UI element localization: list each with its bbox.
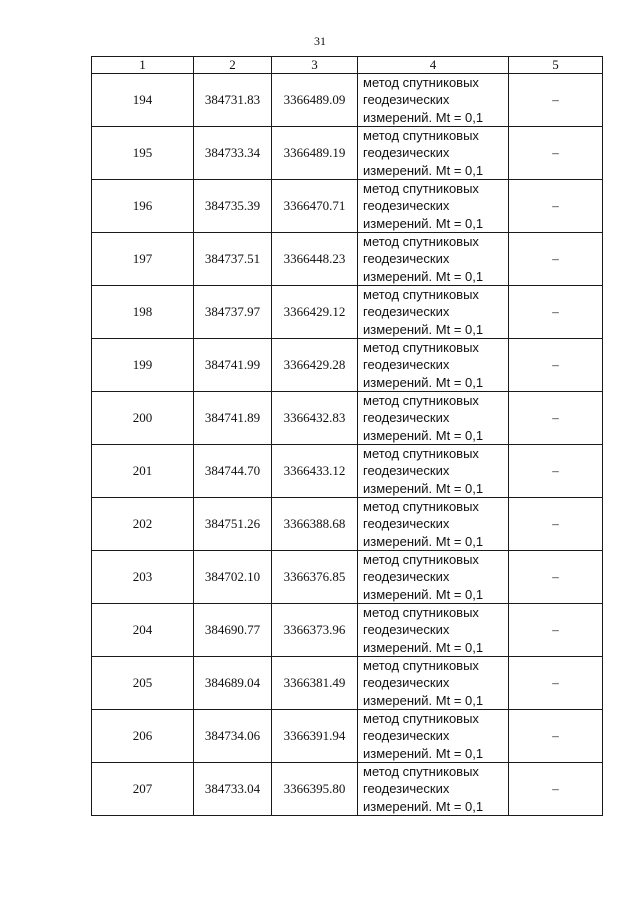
method-cell xyxy=(358,74,509,127)
y-coordinate-cell: 3366388.68 xyxy=(272,498,358,551)
point-number-cell: 195 xyxy=(92,127,194,180)
method-line: геодезических xyxy=(363,622,450,638)
method-line: измерений. Mt = 0,1 xyxy=(363,321,484,337)
method-line: измерений. Mt = 0,1 xyxy=(363,374,484,390)
method-line: метод спутниковых xyxy=(363,75,479,91)
method-cell xyxy=(358,392,509,445)
method-line: метод спутниковых xyxy=(363,552,479,568)
x-coordinate-cell: 384702.10 xyxy=(194,551,272,604)
table-header-row xyxy=(92,57,603,74)
method-line: геодезических xyxy=(363,516,450,532)
method-cell xyxy=(358,286,509,339)
coordinates-table xyxy=(91,56,603,816)
x-coordinate-cell: 384731.83 xyxy=(194,74,272,127)
table-row xyxy=(92,74,603,127)
y-coordinate-cell: 3366429.28 xyxy=(272,339,358,392)
method-line: метод спутниковых xyxy=(363,658,479,674)
method-cell xyxy=(358,763,509,816)
method-cell xyxy=(358,445,509,498)
x-coordinate-cell: 384741.99 xyxy=(194,339,272,392)
method-cell xyxy=(358,657,509,710)
table-row xyxy=(92,604,603,657)
note-cell: – xyxy=(509,657,603,710)
method-line: измерений. Mt = 0,1 xyxy=(363,692,484,708)
point-number-cell: 202 xyxy=(92,498,194,551)
column-header-1: 1 xyxy=(92,57,194,74)
table-row xyxy=(92,445,603,498)
method-line: геодезических xyxy=(363,357,450,373)
method-cell xyxy=(358,498,509,551)
method-cell xyxy=(358,127,509,180)
x-coordinate-cell: 384690.77 xyxy=(194,604,272,657)
y-coordinate-cell: 3366432.83 xyxy=(272,392,358,445)
note-cell: – xyxy=(509,286,603,339)
column-header-5: 5 xyxy=(509,57,603,74)
method-line: метод спутниковых xyxy=(363,128,479,144)
method-line: метод спутниковых xyxy=(363,287,479,303)
method-line: измерений. Mt = 0,1 xyxy=(363,109,484,125)
method-cell xyxy=(358,604,509,657)
table-row xyxy=(92,127,603,180)
table-row xyxy=(92,551,603,604)
table-row xyxy=(92,710,603,763)
point-number-cell: 200 xyxy=(92,392,194,445)
x-coordinate-cell: 384737.97 xyxy=(194,286,272,339)
table-row xyxy=(92,392,603,445)
method-line: геодезических xyxy=(363,728,450,744)
note-cell: – xyxy=(509,392,603,445)
y-coordinate-cell: 3366489.09 xyxy=(272,74,358,127)
method-line: геодезических xyxy=(363,410,450,426)
point-number-cell: 198 xyxy=(92,286,194,339)
note-cell: – xyxy=(509,604,603,657)
method-line: геодезических xyxy=(363,92,450,108)
method-cell xyxy=(358,551,509,604)
method-line: метод спутниковых xyxy=(363,605,479,621)
method-line: геодезических xyxy=(363,675,450,691)
point-number-cell: 206 xyxy=(92,710,194,763)
table-row xyxy=(92,498,603,551)
note-cell: – xyxy=(509,445,603,498)
point-number-cell: 205 xyxy=(92,657,194,710)
method-line: метод спутниковых xyxy=(363,711,479,727)
column-header-4: 4 xyxy=(358,57,509,74)
note-cell: – xyxy=(509,498,603,551)
table-row xyxy=(92,763,603,816)
table-row xyxy=(92,233,603,286)
point-number-cell: 199 xyxy=(92,339,194,392)
point-number-cell: 197 xyxy=(92,233,194,286)
method-line: измерений. Mt = 0,1 xyxy=(363,798,484,814)
note-cell: – xyxy=(509,127,603,180)
y-coordinate-cell: 3366470.71 xyxy=(272,180,358,233)
method-line: метод спутниковых xyxy=(363,340,479,356)
method-line: геодезических xyxy=(363,198,450,214)
y-coordinate-cell: 3366448.23 xyxy=(272,233,358,286)
x-coordinate-cell: 384737.51 xyxy=(194,233,272,286)
method-line: геодезических xyxy=(363,304,450,320)
method-line: геодезических xyxy=(363,569,450,585)
x-coordinate-cell: 384689.04 xyxy=(194,657,272,710)
method-line: измерений. Mt = 0,1 xyxy=(363,162,484,178)
method-line: измерений. Mt = 0,1 xyxy=(363,268,484,284)
method-line: измерений. Mt = 0,1 xyxy=(363,427,484,443)
method-line: геодезических xyxy=(363,251,450,267)
method-line: измерений. Mt = 0,1 xyxy=(363,586,484,602)
x-coordinate-cell: 384744.70 xyxy=(194,445,272,498)
method-line: геодезических xyxy=(363,145,450,161)
method-line: измерений. Mt = 0,1 xyxy=(363,533,484,549)
method-line: измерений. Mt = 0,1 xyxy=(363,639,484,655)
y-coordinate-cell: 3366395.80 xyxy=(272,763,358,816)
note-cell: – xyxy=(509,233,603,286)
x-coordinate-cell: 384734.06 xyxy=(194,710,272,763)
note-cell: – xyxy=(509,551,603,604)
method-line: метод спутниковых xyxy=(363,393,479,409)
method-line: метод спутниковых xyxy=(363,234,479,250)
method-cell xyxy=(358,710,509,763)
method-line: метод спутниковых xyxy=(363,499,479,515)
method-line: измерений. Mt = 0,1 xyxy=(363,745,484,761)
y-coordinate-cell: 3366381.49 xyxy=(272,657,358,710)
method-line: метод спутниковых xyxy=(363,181,479,197)
note-cell: – xyxy=(509,180,603,233)
method-cell xyxy=(358,180,509,233)
point-number-cell: 201 xyxy=(92,445,194,498)
point-number-cell: 204 xyxy=(92,604,194,657)
table-row xyxy=(92,657,603,710)
x-coordinate-cell: 384741.89 xyxy=(194,392,272,445)
note-cell: – xyxy=(509,339,603,392)
point-number-cell: 203 xyxy=(92,551,194,604)
x-coordinate-cell: 384751.26 xyxy=(194,498,272,551)
table-row xyxy=(92,180,603,233)
y-coordinate-cell: 3366489.19 xyxy=(272,127,358,180)
note-cell: – xyxy=(509,74,603,127)
point-number-cell: 194 xyxy=(92,74,194,127)
y-coordinate-cell: 3366429.12 xyxy=(272,286,358,339)
method-line: геодезических xyxy=(363,463,450,479)
page-number: 31 xyxy=(314,34,326,48)
note-cell: – xyxy=(509,763,603,816)
y-coordinate-cell: 3366433.12 xyxy=(272,445,358,498)
y-coordinate-cell: 3366373.96 xyxy=(272,604,358,657)
point-number-cell: 196 xyxy=(92,180,194,233)
method-line: метод спутниковых xyxy=(363,446,479,462)
table-row xyxy=(92,286,603,339)
method-cell xyxy=(358,233,509,286)
column-header-2: 2 xyxy=(194,57,272,74)
table-body xyxy=(92,74,603,816)
point-number-cell: 207 xyxy=(92,763,194,816)
method-cell xyxy=(358,339,509,392)
note-cell: – xyxy=(509,710,603,763)
x-coordinate-cell: 384735.39 xyxy=(194,180,272,233)
table-row xyxy=(92,339,603,392)
y-coordinate-cell: 3366391.94 xyxy=(272,710,358,763)
column-header-3: 3 xyxy=(272,57,358,74)
y-coordinate-cell: 3366376.85 xyxy=(272,551,358,604)
method-line: измерений. Mt = 0,1 xyxy=(363,480,484,496)
x-coordinate-cell: 384733.04 xyxy=(194,763,272,816)
method-line: измерений. Mt = 0,1 xyxy=(363,215,484,231)
x-coordinate-cell: 384733.34 xyxy=(194,127,272,180)
method-line: метод спутниковых xyxy=(363,764,479,780)
method-line: геодезических xyxy=(363,781,450,797)
